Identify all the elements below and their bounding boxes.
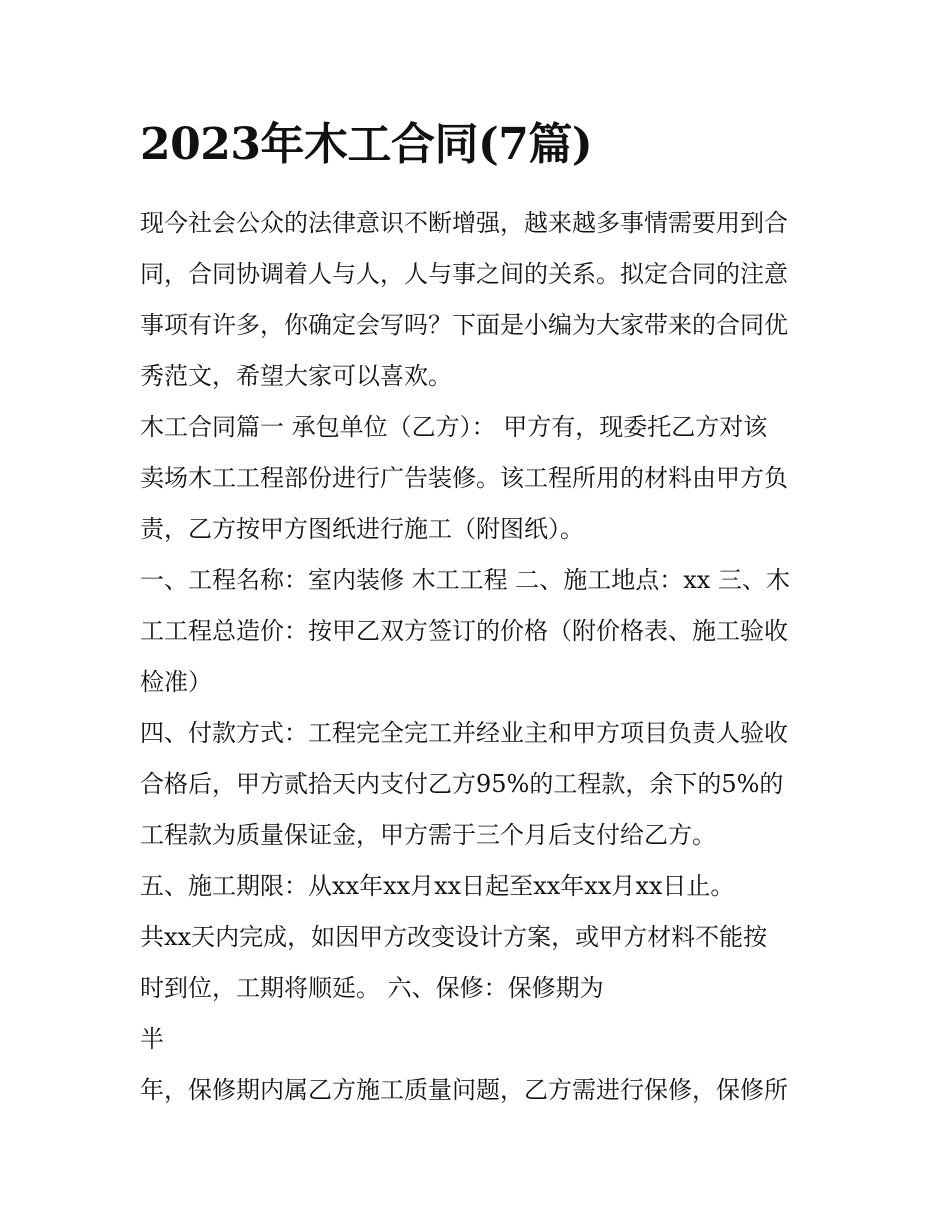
- text-line: 时到位，工期将顺延。 六、保修：保修期为: [140, 974, 604, 1002]
- paragraph-intro: [140, 198, 820, 402]
- text-line: 四、付款方式：工程完全完工并经业主和甲方项目负责人验收: [140, 719, 788, 747]
- text-line: 秀范文，希望大家可以喜欢。: [140, 362, 452, 390]
- text-line: 工程款为质量保证金，甲方需于三个月后支付给乙方。: [140, 821, 716, 849]
- paragraph-payment: [140, 708, 820, 861]
- text-line: 五、施工期限：从xx年xx月xx日起至xx年xx月xx日止。: [140, 872, 735, 900]
- text-line: 半: [140, 1025, 164, 1053]
- text-line: 一、工程名称：室内装修 木工工程 二、施工地点：xx 三、木: [140, 566, 790, 594]
- paragraph-project-name: [140, 555, 820, 708]
- document-page: [140, 110, 820, 1116]
- text-line: 年，保修期内属乙方施工质量问题，乙方需进行保修，保修所: [140, 1076, 788, 1104]
- paragraph-contract-one: [140, 402, 820, 555]
- text-line: 检准）: [140, 668, 212, 696]
- text-line: 责，乙方按甲方图纸进行施工（附图纸）。: [140, 515, 584, 543]
- document-title: 2023年木工合同(7篇): [140, 119, 593, 170]
- text-line: 同，合同协调着人与人，人与事之间的关系。拟定合同的注意: [140, 260, 788, 288]
- text-line: 工工程总造价：按甲乙双方签订的价格（附价格表、施工验收: [140, 617, 788, 645]
- text-line: 事项有许多，你确定会写吗？下面是小编为大家带来的合同优: [140, 311, 788, 339]
- paragraph-half: [140, 1014, 820, 1065]
- text-line: 合格后，甲方贰拾天内支付乙方95%的工程款，余下的5%的: [140, 770, 784, 798]
- text-line: 卖场木工工程部份进行广告装修。该工程所用的材料由甲方负: [140, 464, 788, 492]
- paragraph-schedule: [140, 861, 820, 1014]
- text-line: 共xx天内完成，如因甲方改变设计方案，或甲方材料不能按: [140, 923, 768, 951]
- paragraph-warranty: [140, 1065, 820, 1116]
- text-line: 现今社会公众的法律意识不断增强，越来越多事情需要用到合: [140, 209, 788, 237]
- text-line: 木工合同篇一 承包单位（乙方）： 甲方有，现委托乙方对该: [140, 413, 768, 441]
